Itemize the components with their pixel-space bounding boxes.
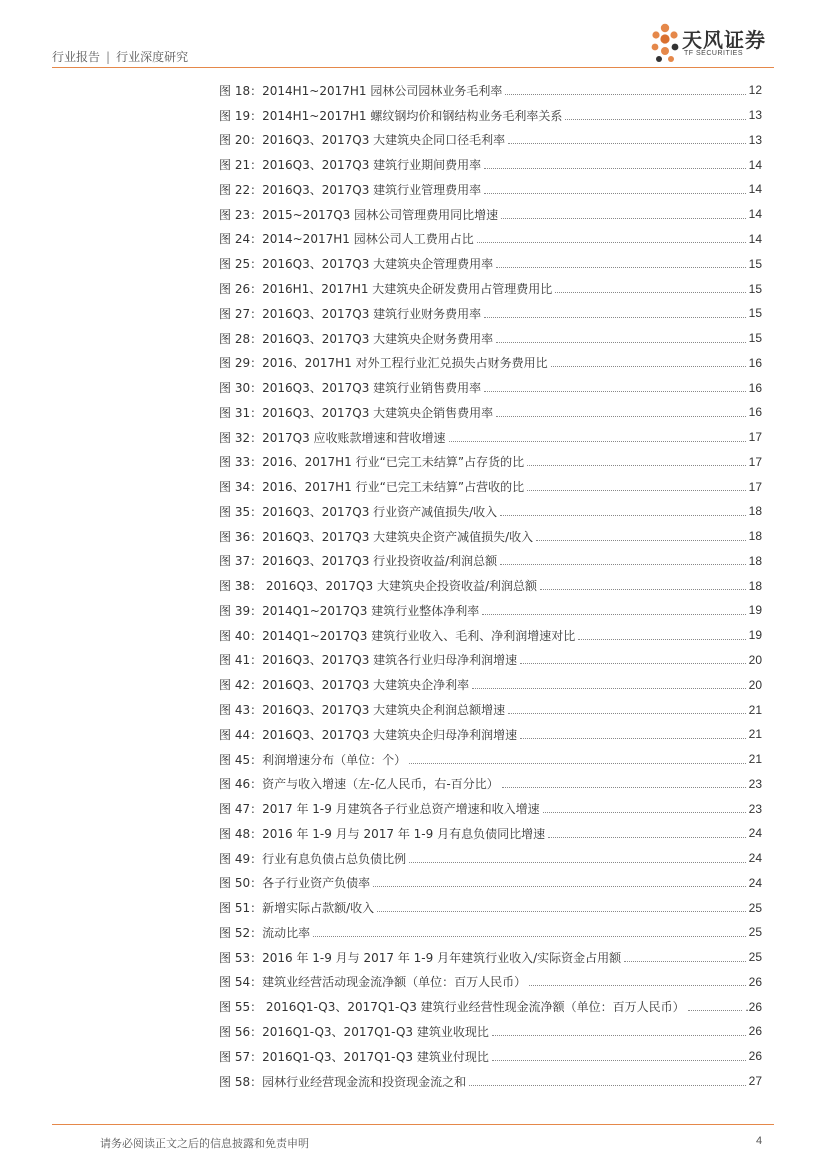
toc-entry[interactable] bbox=[219, 747, 762, 772]
toc-dot-leader bbox=[548, 837, 746, 838]
toc-entry-title: 图 22：2016Q3、2017Q3 建筑行业管理费用率 bbox=[219, 182, 482, 197]
toc-entry-title: 图 19：2014H1~2017H1 螺纹钢均价和钢结构业务毛利率关系 bbox=[219, 108, 563, 123]
toc-entry-page: 25 bbox=[748, 925, 762, 940]
toc-entry[interactable] bbox=[219, 227, 762, 252]
toc-entry-page: 26 bbox=[748, 1024, 762, 1039]
toc-entry[interactable] bbox=[219, 177, 762, 202]
toc-entry-page: 13 bbox=[748, 132, 762, 147]
toc-entry[interactable] bbox=[219, 648, 762, 673]
flower-logo-icon bbox=[648, 22, 682, 66]
toc-dot-leader bbox=[501, 218, 746, 219]
toc-entry-title: 图 34：2016、2017H1 行业“已完工未结算”占营收的比 bbox=[219, 480, 525, 495]
toc-entry-page: 18 bbox=[748, 529, 762, 544]
toc-dot-leader bbox=[484, 168, 746, 169]
logo-chinese-name: 天风证券 bbox=[682, 28, 766, 52]
logo-english-name: TF SECURITIES bbox=[684, 50, 744, 57]
toc-entry[interactable] bbox=[219, 152, 762, 177]
toc-dot-leader bbox=[551, 366, 746, 367]
toc-entry-title: 图 35：2016Q3、2017Q3 行业资产减值损失/收入 bbox=[219, 504, 498, 519]
toc-entry-page: 27 bbox=[748, 1074, 762, 1088]
report-type: 行业报告 bbox=[52, 50, 101, 64]
tf-securities-logo bbox=[648, 22, 778, 70]
toc-entry-title: 图 26：2016H1、2017H1 大建筑央企研发费用占管理费用比 bbox=[219, 282, 553, 296]
toc-entry[interactable] bbox=[219, 821, 762, 846]
toc-entry[interactable] bbox=[219, 846, 762, 871]
toc-dot-leader bbox=[496, 267, 746, 268]
toc-dot-leader bbox=[624, 961, 746, 962]
figure-list bbox=[219, 78, 762, 1093]
toc-entry-title: 图 53：2016 年 1-9 月与 2017 年 1-9 月年建筑行业收入/实际资金占用额 bbox=[219, 950, 622, 965]
toc-entry-title: 图 51：新增实际占款额/收入 bbox=[219, 901, 375, 916]
toc-dot-leader bbox=[540, 589, 746, 590]
toc-entry[interactable] bbox=[219, 549, 762, 574]
toc-dot-leader bbox=[543, 812, 746, 813]
toc-entry-page: 18 bbox=[748, 578, 762, 593]
toc-entry-title: 图 47：2017 年 1-9 月建筑各子行业总资产增速和收入增速 bbox=[219, 802, 540, 817]
toc-entry-title: 图 31：2016Q3、2017Q3 大建筑央企销售费用率 bbox=[219, 405, 494, 420]
toc-entry-page: 20 bbox=[748, 677, 762, 692]
toc-entry[interactable] bbox=[219, 796, 762, 821]
toc-entry-title: 图 24：2014~2017H1 园林公司人工费用占比 bbox=[219, 232, 474, 247]
toc-entry[interactable] bbox=[219, 697, 762, 722]
toc-entry-page: 17 bbox=[748, 430, 762, 445]
toc-entry[interactable] bbox=[219, 202, 762, 227]
toc-entry-page: 14 bbox=[748, 207, 762, 222]
toc-dot-leader bbox=[469, 1085, 746, 1086]
report-type-header bbox=[52, 48, 188, 65]
toc-dot-leader bbox=[508, 713, 746, 714]
toc-entry-page: 24 bbox=[748, 826, 762, 841]
toc-entry-page: 25 bbox=[748, 950, 762, 965]
toc-dot-leader bbox=[409, 763, 746, 764]
toc-entry-title: 图 45：利润增速分布（单位：个） bbox=[219, 752, 407, 767]
toc-entry[interactable] bbox=[219, 895, 762, 920]
toc-dot-leader bbox=[555, 292, 745, 293]
toc-entry-page: 18 bbox=[748, 504, 762, 519]
toc-entry-title: 图 42：2016Q3、2017Q3 大建筑央企净利率 bbox=[219, 678, 470, 693]
toc-dot-leader bbox=[492, 1060, 746, 1061]
toc-dot-leader bbox=[482, 614, 745, 615]
toc-entry-page: 16 bbox=[748, 355, 762, 370]
toc-entry[interactable] bbox=[219, 871, 762, 896]
toc-entry[interactable] bbox=[219, 970, 762, 995]
toc-entry-title: 图 49：行业有息负债占总负债比例 bbox=[219, 851, 407, 866]
toc-entry[interactable] bbox=[219, 276, 762, 301]
toc-dot-leader bbox=[477, 242, 746, 243]
footer-disclaimer: 请务必阅读正文之后的信息披露和免责申明 bbox=[100, 1137, 309, 1150]
footer-divider bbox=[52, 1124, 774, 1125]
toc-entry-page: 15 bbox=[748, 331, 762, 346]
toc-entry-page: 17 bbox=[748, 454, 762, 469]
toc-entry-page: 14 bbox=[748, 157, 762, 172]
toc-entry-title: 图 57：2016Q1-Q3、2017Q1-Q3 建筑业付现比 bbox=[219, 1049, 489, 1064]
toc-dot-leader bbox=[484, 317, 746, 318]
toc-dot-leader bbox=[500, 515, 745, 516]
toc-entry-title: 图 36：2016Q3、2017Q3 大建筑央企资产减值损失/收入 bbox=[219, 529, 534, 544]
toc-entry-title: 图 56：2016Q1-Q3、2017Q1-Q3 建筑业收现比 bbox=[219, 1024, 489, 1039]
toc-entry[interactable] bbox=[219, 524, 762, 549]
toc-entry-title: 图 39：2014Q1~2017Q3 建筑行业整体净利率 bbox=[219, 603, 480, 618]
toc-entry-page: 23 bbox=[748, 801, 762, 816]
toc-dot-leader bbox=[496, 416, 746, 417]
toc-entry-page: 25 bbox=[748, 900, 762, 915]
toc-entry-page: .26 bbox=[745, 999, 762, 1014]
toc-dot-leader bbox=[409, 862, 746, 863]
toc-dot-leader bbox=[527, 490, 746, 491]
toc-entry-page: 19 bbox=[748, 603, 762, 618]
toc-entry-title: 图 23：2015~2017Q3 园林公司管理费用同比增速 bbox=[219, 207, 499, 222]
toc-entry[interactable] bbox=[219, 375, 762, 400]
toc-dot-leader bbox=[502, 787, 746, 788]
header-divider bbox=[52, 67, 774, 68]
toc-entry-page: 14 bbox=[748, 231, 762, 246]
toc-entry-title: 图 33：2016、2017H1 行业“已完工未结算”占存货的比 bbox=[219, 455, 525, 470]
toc-entry-page: 15 bbox=[748, 256, 762, 271]
toc-dot-leader bbox=[449, 441, 746, 442]
toc-dot-leader bbox=[508, 143, 746, 144]
toc-entry[interactable] bbox=[219, 350, 762, 375]
toc-entry-page: 20 bbox=[748, 652, 762, 667]
toc-entry-page: 21 bbox=[748, 702, 762, 717]
toc-dot-leader bbox=[313, 936, 746, 937]
toc-entry-title: 图 58：园林行业经营现金流和投资现金流之和 bbox=[219, 1074, 467, 1089]
toc-entry-title: 图 40：2014Q1~2017Q3 建筑行业收入、毛利、净利润增速对比 bbox=[219, 628, 576, 643]
toc-entry-title: 图 55： 2016Q1-Q3、2017Q1-Q3 建筑行业经营性现金流净额（单位：百万人民币） bbox=[219, 1000, 685, 1015]
toc-entry-title: 图 43：2016Q3、2017Q3 大建筑央企利润总额增速 bbox=[219, 703, 506, 718]
toc-entry-page: 13 bbox=[748, 108, 762, 123]
toc-entry-page: 24 bbox=[748, 851, 762, 866]
toc-entry-title: 图 38： 2016Q3、2017Q3 大建筑央企投资收益/利润总额 bbox=[219, 579, 537, 594]
toc-dot-leader bbox=[496, 342, 746, 343]
toc-dot-leader bbox=[492, 1035, 746, 1036]
toc-dot-leader bbox=[578, 639, 745, 640]
toc-entry-title: 图 25：2016Q3、2017Q3 大建筑央企管理费用率 bbox=[219, 257, 494, 272]
toc-entry[interactable] bbox=[219, 474, 762, 499]
page-number: 4 bbox=[756, 1135, 763, 1147]
toc-dot-leader bbox=[373, 886, 746, 887]
toc-entry[interactable] bbox=[219, 1069, 762, 1094]
toc-entry[interactable] bbox=[219, 449, 762, 474]
toc-entry-title: 图 48：2016 年 1-9 月与 2017 年 1-9 月有息负债同比增速 bbox=[219, 826, 546, 841]
toc-entry[interactable] bbox=[219, 672, 762, 697]
toc-entry-page: 21 bbox=[748, 727, 762, 742]
toc-entry[interactable] bbox=[219, 251, 762, 276]
toc-dot-leader bbox=[500, 564, 745, 565]
toc-entry-title: 图 28：2016Q3、2017Q3 大建筑央企财务费用率 bbox=[219, 331, 494, 346]
toc-entry[interactable] bbox=[219, 573, 762, 598]
toc-entry-page: 12 bbox=[748, 83, 762, 98]
toc-entry-title: 图 44：2016Q3、2017Q3 大建筑央企归母净利润增速 bbox=[219, 727, 518, 742]
toc-dot-leader bbox=[505, 94, 745, 95]
toc-entry-page: 26 bbox=[748, 1049, 762, 1064]
toc-dot-leader bbox=[484, 391, 746, 392]
toc-entry[interactable] bbox=[219, 920, 762, 945]
toc-entry-page: 21 bbox=[748, 752, 762, 767]
toc-entry[interactable] bbox=[219, 400, 762, 425]
toc-entry-title: 图 21：2016Q3、2017Q3 建筑行业期间费用率 bbox=[219, 158, 482, 173]
toc-entry[interactable] bbox=[219, 722, 762, 747]
toc-dot-leader bbox=[520, 738, 746, 739]
toc-entry-title: 图 32：2017Q3 应收账款增速和营收增速 bbox=[219, 430, 446, 445]
toc-entry-title: 图 52：流动比率 bbox=[219, 925, 311, 940]
toc-entry-page: 19 bbox=[748, 628, 762, 643]
toc-entry-page: 16 bbox=[748, 405, 762, 420]
toc-entry-page: 24 bbox=[748, 875, 762, 890]
toc-entry[interactable] bbox=[219, 103, 762, 128]
toc-entry-page: 16 bbox=[748, 380, 762, 395]
toc-dot-leader bbox=[527, 465, 746, 466]
toc-dot-leader bbox=[529, 985, 746, 986]
toc-entry-page: 15 bbox=[748, 281, 762, 296]
toc-entry-page: 14 bbox=[748, 182, 762, 197]
toc-dot-leader bbox=[377, 911, 746, 912]
toc-entry[interactable] bbox=[219, 771, 762, 796]
header-separator: | bbox=[106, 50, 111, 64]
toc-entry-title: 图 54：建筑业经营活动现金流净额（单位：百万人民币） bbox=[219, 975, 527, 990]
toc-entry-title: 图 41：2016Q3、2017Q3 建筑各行业归母净利润增速 bbox=[219, 653, 518, 668]
toc-entry-title: 图 29：2016、2017H1 对外工程行业汇兑损失占财务费用比 bbox=[219, 356, 548, 371]
toc-entry[interactable] bbox=[219, 128, 762, 153]
toc-entry-title: 图 27：2016Q3、2017Q3 建筑行业财务费用率 bbox=[219, 306, 482, 321]
toc-entry[interactable] bbox=[219, 598, 762, 623]
toc-entry-title: 图 18：2014H1~2017H1 园林公司园林业务毛利率 bbox=[219, 83, 503, 98]
toc-entry-title: 图 37：2016Q3、2017Q3 行业投资收益/利润总额 bbox=[219, 554, 498, 569]
toc-entry-title: 图 50：各子行业资产负债率 bbox=[219, 876, 371, 891]
report-subtype: 行业深度研究 bbox=[116, 50, 189, 64]
toc-entry[interactable] bbox=[219, 301, 762, 326]
toc-dot-leader bbox=[472, 688, 746, 689]
toc-dot-leader bbox=[536, 540, 745, 541]
toc-dot-leader bbox=[484, 193, 746, 194]
toc-entry[interactable] bbox=[219, 326, 762, 351]
toc-dot-leader bbox=[688, 1010, 743, 1011]
toc-entry[interactable] bbox=[219, 945, 762, 970]
toc-entry[interactable] bbox=[219, 425, 762, 450]
toc-entry[interactable] bbox=[219, 1044, 762, 1069]
toc-entry-title: 图 46：资产与收入增速（左-亿人民币，右-百分比） bbox=[219, 777, 499, 792]
toc-entry-page: 15 bbox=[748, 306, 762, 321]
toc-entry[interactable] bbox=[219, 623, 762, 648]
toc-entry-page: 23 bbox=[748, 776, 762, 791]
toc-entry-page: 26 bbox=[748, 974, 762, 989]
toc-dot-leader bbox=[565, 119, 745, 120]
toc-entry[interactable] bbox=[219, 994, 762, 1019]
toc-entry-page: 17 bbox=[748, 479, 762, 494]
toc-dot-leader bbox=[520, 663, 746, 664]
toc-entry-title: 图 20：2016Q3、2017Q3 大建筑央企同口径毛利率 bbox=[219, 133, 506, 148]
toc-entry[interactable] bbox=[219, 1019, 762, 1044]
toc-entry[interactable] bbox=[219, 499, 762, 524]
toc-entry-page: 18 bbox=[748, 553, 762, 568]
toc-entry-title: 图 30：2016Q3、2017Q3 建筑行业销售费用率 bbox=[219, 381, 482, 396]
toc-entry[interactable] bbox=[219, 78, 762, 103]
